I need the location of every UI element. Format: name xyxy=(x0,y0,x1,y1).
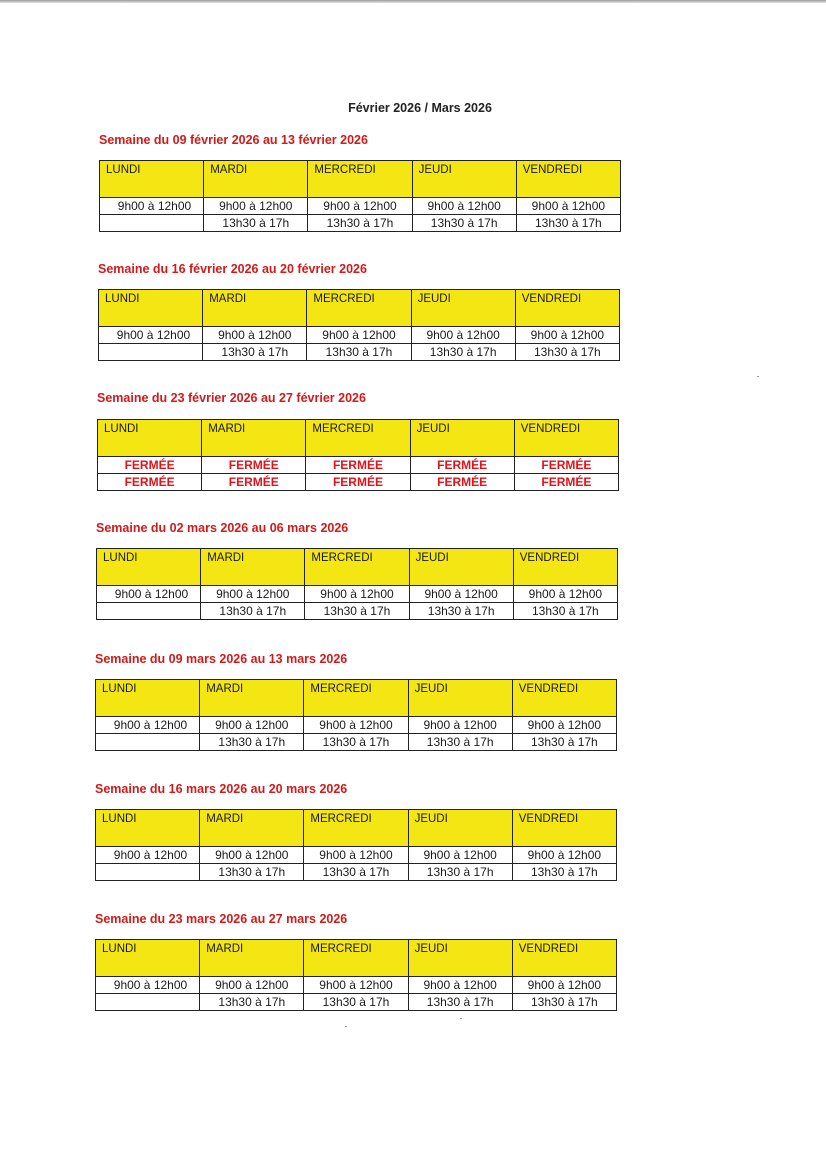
day-header-row xyxy=(96,680,617,717)
morning-hours-cell: 9h00 à 12h00 xyxy=(516,198,620,215)
day-header: MERCREDI xyxy=(307,290,411,327)
afternoon-hours-cell: 13h30 à 17h xyxy=(203,344,307,361)
afternoon-hours-cell: 13h30 à 17h xyxy=(512,734,616,751)
afternoon-hours-cell: 13h30 à 17h xyxy=(201,603,305,620)
day-header: LUNDI xyxy=(97,549,201,586)
day-header: MERCREDI xyxy=(304,940,408,977)
day-header: JEUDI xyxy=(412,161,516,198)
day-header: VENDREDI xyxy=(512,810,616,847)
afternoon-hours-cell: 13h30 à 17h xyxy=(304,994,408,1011)
afternoon-hours-cell: 13h30 à 17h xyxy=(408,864,512,881)
morning-hours-cell: 9h00 à 12h00 xyxy=(304,847,408,864)
afternoon-hours-cell: 13h30 à 17h xyxy=(513,603,617,620)
afternoon-hours-cell: 13h30 à 17h xyxy=(307,344,411,361)
week-schedule-table xyxy=(97,419,619,491)
day-header-row xyxy=(99,290,620,327)
afternoon-hours-cell: 13h30 à 17h xyxy=(308,215,412,232)
afternoon-hours-cell: 13h30 à 17h xyxy=(411,344,515,361)
day-header: JEUDI xyxy=(409,549,513,586)
morning-row xyxy=(96,977,617,994)
afternoon-hours-cell: FERMÉE xyxy=(306,474,410,491)
week-title: Semaine du 09 mars 2026 au 13 mars 2026 xyxy=(95,652,348,666)
week-schedule-table xyxy=(99,160,621,232)
scan-edge xyxy=(0,0,826,3)
morning-hours-cell: 9h00 à 12h00 xyxy=(201,586,305,603)
scan-speck xyxy=(345,1026,347,1027)
week-title: Semaine du 09 février 2026 au 13 février 2026 xyxy=(99,133,368,147)
afternoon-hours-cell: 13h30 à 17h xyxy=(305,603,409,620)
morning-hours-cell: 9h00 à 12h00 xyxy=(200,977,304,994)
page-title: Février 2026 / Mars 2026 xyxy=(348,101,492,115)
morning-hours-cell: 9h00 à 12h00 xyxy=(305,586,409,603)
afternoon-row xyxy=(100,215,621,232)
morning-hours-cell: FERMÉE xyxy=(514,457,618,474)
day-header: VENDREDI xyxy=(516,161,620,198)
morning-row xyxy=(96,847,617,864)
morning-hours-cell: 9h00 à 12h00 xyxy=(408,977,512,994)
day-header: MERCREDI xyxy=(304,810,408,847)
morning-hours-cell: 9h00 à 12h00 xyxy=(304,977,408,994)
day-header: VENDREDI xyxy=(514,420,618,457)
afternoon-hours-cell: 13h30 à 17h xyxy=(304,734,408,751)
day-header: VENDREDI xyxy=(512,940,616,977)
afternoon-row xyxy=(97,603,618,620)
week-schedule-table xyxy=(95,809,617,881)
afternoon-hours-cell: 13h30 à 17h xyxy=(412,215,516,232)
week-schedule-table xyxy=(98,289,620,361)
day-header: MARDI xyxy=(200,810,304,847)
morning-hours-cell: 9h00 à 12h00 xyxy=(99,327,203,344)
morning-row xyxy=(99,327,620,344)
morning-hours-cell: 9h00 à 12h00 xyxy=(304,717,408,734)
morning-hours-cell: 9h00 à 12h00 xyxy=(96,717,200,734)
day-header: MERCREDI xyxy=(308,161,412,198)
afternoon-hours-cell: 13h30 à 17h xyxy=(408,734,512,751)
week-title: Semaine du 16 mars 2026 au 20 mars 2026 xyxy=(95,782,348,796)
morning-hours-cell: 9h00 à 12h00 xyxy=(97,586,201,603)
afternoon-hours-cell: 13h30 à 17h xyxy=(516,215,620,232)
day-header: JEUDI xyxy=(411,290,515,327)
day-header: MERCREDI xyxy=(305,549,409,586)
day-header: MARDI xyxy=(203,290,307,327)
afternoon-row xyxy=(98,474,619,491)
afternoon-hours-cell: 13h30 à 17h xyxy=(204,215,308,232)
day-header: MARDI xyxy=(202,420,306,457)
day-header: MARDI xyxy=(200,940,304,977)
morning-hours-cell: 9h00 à 12h00 xyxy=(408,717,512,734)
day-header: LUNDI xyxy=(96,810,200,847)
morning-hours-cell: 9h00 à 12h00 xyxy=(512,977,616,994)
day-header: JEUDI xyxy=(410,420,514,457)
scan-speck xyxy=(757,376,759,377)
afternoon-hours-cell: 13h30 à 17h xyxy=(408,994,512,1011)
morning-hours-cell: 9h00 à 12h00 xyxy=(96,847,200,864)
morning-hours-cell: 9h00 à 12h00 xyxy=(412,198,516,215)
afternoon-hours-cell: FERMÉE xyxy=(202,474,306,491)
morning-hours-cell: 9h00 à 12h00 xyxy=(200,847,304,864)
afternoon-hours-cell xyxy=(96,734,200,751)
morning-hours-cell: 9h00 à 12h00 xyxy=(100,198,204,215)
day-header: MERCREDI xyxy=(304,680,408,717)
day-header: JEUDI xyxy=(408,940,512,977)
week-title: Semaine du 02 mars 2026 au 06 mars 2026 xyxy=(96,521,349,535)
morning-hours-cell: 9h00 à 12h00 xyxy=(200,717,304,734)
day-header: LUNDI xyxy=(99,290,203,327)
day-header: LUNDI xyxy=(96,680,200,717)
morning-hours-cell: 9h00 à 12h00 xyxy=(307,327,411,344)
week-schedule-table xyxy=(96,548,618,620)
day-header-row xyxy=(100,161,621,198)
week-title: Semaine du 16 février 2026 au 20 février 2026 xyxy=(98,262,367,276)
afternoon-hours-cell: 13h30 à 17h xyxy=(200,864,304,881)
afternoon-hours-cell: 13h30 à 17h xyxy=(304,864,408,881)
afternoon-hours-cell: FERMÉE xyxy=(98,474,202,491)
day-header-row xyxy=(98,420,619,457)
day-header: LUNDI xyxy=(100,161,204,198)
afternoon-row xyxy=(99,344,620,361)
day-header: MARDI xyxy=(201,549,305,586)
day-header-row xyxy=(97,549,618,586)
morning-hours-cell: 9h00 à 12h00 xyxy=(515,327,619,344)
morning-hours-cell: FERMÉE xyxy=(98,457,202,474)
day-header: MERCREDI xyxy=(306,420,410,457)
morning-hours-cell: FERMÉE xyxy=(306,457,410,474)
morning-hours-cell: 9h00 à 12h00 xyxy=(512,717,616,734)
afternoon-hours-cell xyxy=(97,603,201,620)
morning-hours-cell: 9h00 à 12h00 xyxy=(203,327,307,344)
afternoon-hours-cell: FERMÉE xyxy=(410,474,514,491)
afternoon-hours-cell: FERMÉE xyxy=(514,474,618,491)
day-header: VENDREDI xyxy=(512,680,616,717)
morning-hours-cell: 9h00 à 12h00 xyxy=(96,977,200,994)
day-header: JEUDI xyxy=(408,680,512,717)
morning-row xyxy=(100,198,621,215)
day-header: MARDI xyxy=(200,680,304,717)
day-header: MARDI xyxy=(204,161,308,198)
morning-hours-cell: FERMÉE xyxy=(410,457,514,474)
morning-hours-cell: 9h00 à 12h00 xyxy=(411,327,515,344)
afternoon-row xyxy=(96,994,617,1011)
week-title: Semaine du 23 mars 2026 au 27 mars 2026 xyxy=(95,912,348,926)
week-title: Semaine du 23 février 2026 au 27 février 2026 xyxy=(97,391,366,405)
afternoon-hours-cell: 13h30 à 17h xyxy=(515,344,619,361)
morning-hours-cell: 9h00 à 12h00 xyxy=(204,198,308,215)
morning-hours-cell: 9h00 à 12h00 xyxy=(308,198,412,215)
day-header-row xyxy=(96,810,617,847)
morning-hours-cell: 9h00 à 12h00 xyxy=(512,847,616,864)
morning-row xyxy=(97,586,618,603)
day-header: VENDREDI xyxy=(513,549,617,586)
afternoon-hours-cell: 13h30 à 17h xyxy=(200,994,304,1011)
afternoon-hours-cell: 13h30 à 17h xyxy=(512,994,616,1011)
morning-hours-cell: FERMÉE xyxy=(202,457,306,474)
day-header: VENDREDI xyxy=(515,290,619,327)
morning-row xyxy=(98,457,619,474)
week-schedule-table xyxy=(95,939,617,1011)
day-header-row xyxy=(96,940,617,977)
afternoon-hours-cell: 13h30 à 17h xyxy=(409,603,513,620)
day-header: LUNDI xyxy=(98,420,202,457)
week-schedule-table xyxy=(95,679,617,751)
afternoon-row xyxy=(96,864,617,881)
day-header: LUNDI xyxy=(96,940,200,977)
afternoon-hours-cell xyxy=(99,344,203,361)
afternoon-row xyxy=(96,734,617,751)
morning-hours-cell: 9h00 à 12h00 xyxy=(408,847,512,864)
afternoon-hours-cell: 13h30 à 17h xyxy=(200,734,304,751)
morning-hours-cell: 9h00 à 12h00 xyxy=(409,586,513,603)
afternoon-hours-cell: 13h30 à 17h xyxy=(512,864,616,881)
morning-row xyxy=(96,717,617,734)
afternoon-hours-cell xyxy=(96,994,200,1011)
afternoon-hours-cell xyxy=(96,864,200,881)
scan-speck xyxy=(460,1018,462,1019)
afternoon-hours-cell xyxy=(100,215,204,232)
morning-hours-cell: 9h00 à 12h00 xyxy=(513,586,617,603)
day-header: JEUDI xyxy=(408,810,512,847)
